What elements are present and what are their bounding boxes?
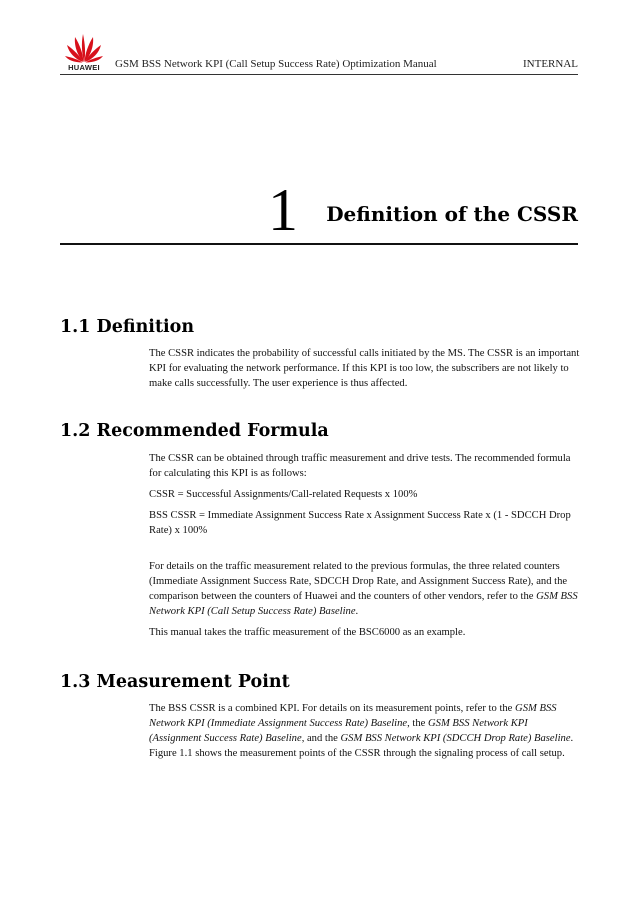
chapter-number: 1 xyxy=(268,177,298,243)
mp-text-c: , and the xyxy=(301,733,341,744)
huawei-logo xyxy=(60,30,108,74)
baseline-reference: GSM BSS Network KPI (Call Setup Success Rate) Baseline xyxy=(149,591,578,617)
mp-text-b: , the xyxy=(407,718,429,729)
chapter-divider xyxy=(60,243,578,245)
mp-reference-2: GSM BSS Network KPI (Assignment Success Rate) Baseline xyxy=(149,718,528,744)
section-heading-formula: 1.2 Recommended Formula xyxy=(60,421,329,441)
mp-text-a: The BSS CSSR is a combined KPI. For details on its measurement points, refer to the xyxy=(149,703,516,714)
formula-details-end: . xyxy=(355,606,359,617)
section-heading-measurement-point: 1.3 Measurement Point xyxy=(60,672,290,692)
document-title: GSM BSS Network KPI (Call Setup Success Rate) Optimization Manual xyxy=(115,58,437,70)
header-divider xyxy=(60,74,578,75)
measurement-point-paragraph xyxy=(149,701,581,761)
formula-intro-paragraph: The CSSR can be obtained through traffic measurement and drive tests. The recommended formula for calculating this KPI is as follows: xyxy=(149,453,571,479)
mp-text-d: . Figure 1.1 shows the measurement points of the CSSR through the signaling process of call setup. xyxy=(149,733,574,759)
chapter-title: Definition of the CSSR xyxy=(326,202,578,226)
page-header xyxy=(60,30,578,74)
definition-paragraph: The CSSR indicates the probability of successful calls initiated by the MS. The CSSR is an important KPI for evaluating the network performance. If this KPI is too low, the subscribers are not likely to make calls successfully. The user experience is thus affected. xyxy=(149,348,580,389)
mp-reference-3: GSM BSS Network KPI (SDCCH Drop Rate) Baseline xyxy=(340,733,571,744)
logo-wordmark: HUAWEI xyxy=(68,63,100,72)
bss-cssr-formula: BSS CSSR = Immediate Assignment Success Rate x Assignment Success Rate x (1 - SDCCH Drop Rate) x 100% xyxy=(149,510,571,536)
formula-details-paragraph xyxy=(149,559,581,619)
bsc6000-note: This manual takes the traffic measurement of the BSC6000 as an example. xyxy=(149,627,466,638)
formula-details-text: For details on the traffic measurement related to the previous formulas, the three related counters (Immediate Assignment Success Rate, SDCCH Drop Rate, and Assignment Success Rate), and the comparison between the counters of Huawei and the counters of other vendors, refer to the xyxy=(149,561,568,602)
huawei-petals-icon xyxy=(64,32,104,64)
mp-reference-1: GSM BSS Network KPI (Immediate Assignment Success Rate) Baseline xyxy=(149,703,557,729)
chapter-heading xyxy=(60,177,578,243)
cssr-formula: CSSR = Successful Assignments/Call-related Requests x 100% xyxy=(149,489,418,500)
classification-label: INTERNAL xyxy=(523,58,578,70)
section-heading-definition: 1.1 Definition xyxy=(60,317,195,337)
